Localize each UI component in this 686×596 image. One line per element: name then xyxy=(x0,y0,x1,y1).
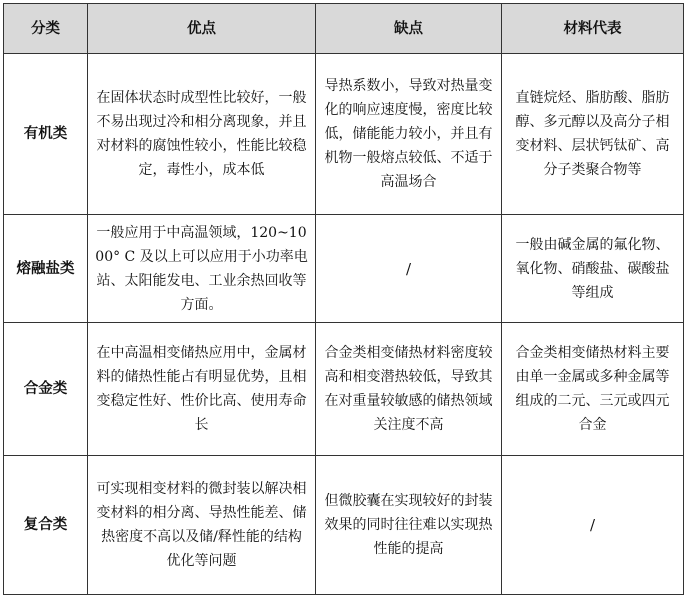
header-materials: 材料代表 xyxy=(502,4,684,54)
header-advantages: 优点 xyxy=(88,4,316,54)
row-category: 熔融盐类 xyxy=(4,215,88,323)
header-row xyxy=(4,4,684,54)
row-advantages: 在固体状态时成型性比较好，一般不易出现过冷和相分离现象，并且对材料的腐蚀性较小，性能比较稳定，毒性小，成本低 xyxy=(88,54,316,215)
row-disadvantages: 合金类相变储热材料密度较高和相变潜热较低，导致其在对重量较敏感的储热领域关注度不高 xyxy=(316,323,502,456)
row-disadvantages: 但微胶囊在实现较好的封装效果的同时往往难以实现热性能的提高 xyxy=(316,456,502,595)
row-advantages: 一般应用于中高温领域，120~1000° C 及以上可以应用于小功率电站、太阳能发电、工业余热回收等方面。 xyxy=(88,215,316,323)
row-advantages: 可实现相变材料的微封装以解决相变材料的相分离、导热性能差、储热密度不高以及储/释性能的结构优化等问题 xyxy=(88,456,316,595)
row-advantages: 在中高温相变储热应用中，金属材料的储热性能占有明显优势，且相变稳定性好、性价比高、使用寿命长 xyxy=(88,323,316,456)
table-row xyxy=(4,456,684,595)
header-category: 分类 xyxy=(4,4,88,54)
row-materials: 合金类相变储热材料主要由单一金属或多种金属等组成的二元、三元或四元合金 xyxy=(502,323,684,456)
table-row xyxy=(4,323,684,456)
table-row xyxy=(4,215,684,323)
header-disadvantages: 缺点 xyxy=(316,4,502,54)
row-materials: 直链烷烃、脂肪酸、脂肪醇、多元醇以及高分子相变材料、层状钙钛矿、高分子类聚合物等 xyxy=(502,54,684,215)
row-category: 合金类 xyxy=(4,323,88,456)
table-row xyxy=(4,54,684,215)
row-disadvantages: 导热系数小，导致对热量变化的响应速度慢，密度比较低，储能能力较小，并且有机物一般熔点较低、不适于高温场合 xyxy=(316,54,502,215)
row-category: 复合类 xyxy=(4,456,88,595)
row-disadvantages: / xyxy=(316,215,502,323)
row-materials: / xyxy=(502,456,684,595)
row-category: 有机类 xyxy=(4,54,88,215)
row-materials: 一般由碱金属的氟化物、氧化物、硝酸盐、碳酸盐等组成 xyxy=(502,215,684,323)
comparison-table xyxy=(3,3,684,595)
